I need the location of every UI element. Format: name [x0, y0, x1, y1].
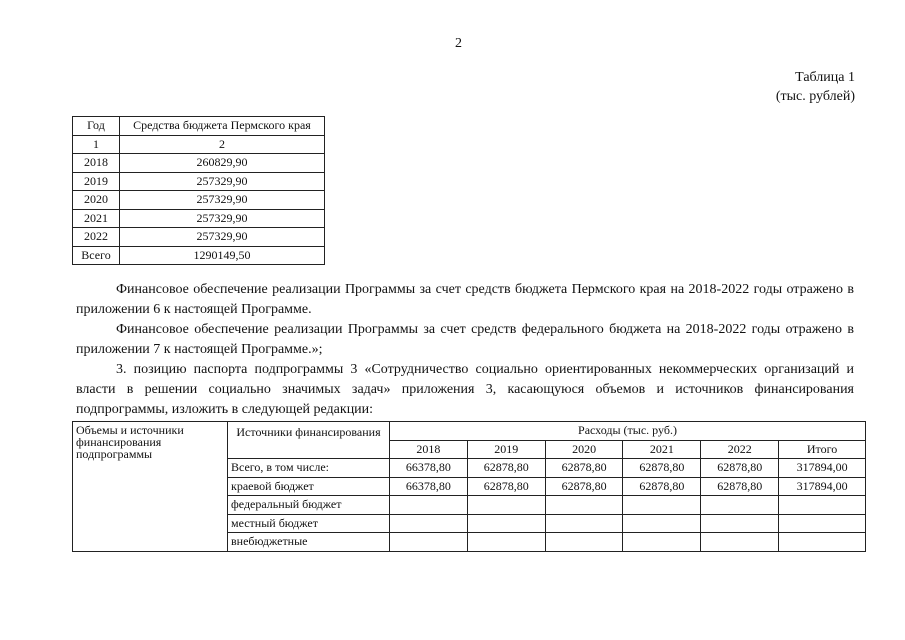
year-cell: 2022	[73, 228, 120, 247]
table1-caption	[776, 68, 855, 106]
value-cell: 66378,80	[390, 477, 468, 496]
value-cell	[390, 514, 468, 533]
financing-volume-label: Объемы и источники финансирования подпрограммы	[73, 422, 228, 552]
value-cell	[701, 496, 779, 515]
subprogram-financing-table	[72, 421, 866, 552]
value-cell	[545, 533, 623, 552]
amount-cell: 257329,90	[120, 191, 325, 210]
year-header: 2018	[390, 440, 468, 459]
value-cell: 66378,80	[390, 459, 468, 478]
value-cell: 317894,00	[779, 459, 866, 478]
year-header: 2019	[467, 440, 545, 459]
value-cell	[545, 496, 623, 515]
source-label: местный бюджет	[228, 514, 390, 533]
index-cell: 2	[120, 135, 325, 154]
amount-cell: 257329,90	[120, 209, 325, 228]
table-header-row	[73, 117, 325, 136]
value-cell	[701, 533, 779, 552]
value-cell: 62878,80	[623, 477, 701, 496]
value-cell: 62878,80	[701, 459, 779, 478]
source-label: краевой бюджет	[228, 477, 390, 496]
value-cell	[779, 514, 866, 533]
page-number: 2	[455, 36, 462, 51]
table-row	[73, 154, 325, 173]
value-cell	[779, 533, 866, 552]
paragraph-subprogram-3: 3. позицию паспорта подпрограммы 3 «Сотрудничество социально ориентированных некоммерческих организаций и власти в решении социально значимых задач» приложения 3, касающуюся объемов и источников финансирования подпрограммы, изложить в следующей редакции:	[76, 362, 854, 417]
total-amount-cell: 1290149,50	[120, 246, 325, 265]
year-header: 2022	[701, 440, 779, 459]
value-cell: 317894,00	[779, 477, 866, 496]
table1-units: (тыс. рублей)	[775, 89, 855, 104]
paragraph-regional-budget: Финансовое обеспечение реализации Программы за счет средств бюджета Пермского края на 2018-2022 годы отражено в приложении 6 к настоящей Программе.	[76, 282, 854, 317]
index-cell: 1	[73, 135, 120, 154]
amount-cell: 260829,90	[120, 154, 325, 173]
sources-header: Источники финансирования	[228, 422, 390, 459]
budget-by-year-table	[72, 116, 325, 265]
value-cell: 62878,80	[701, 477, 779, 496]
table-row	[73, 209, 325, 228]
year-cell: 2021	[73, 209, 120, 228]
value-cell	[545, 514, 623, 533]
table-total-row	[73, 246, 325, 265]
header-year: Год	[73, 117, 120, 136]
value-cell	[390, 496, 468, 515]
value-cell	[623, 533, 701, 552]
value-cell: 62878,80	[467, 477, 545, 496]
value-cell	[467, 496, 545, 515]
year-header: 2021	[623, 440, 701, 459]
source-label: внебюджетные	[228, 533, 390, 552]
header-budget: Средства бюджета Пермского края	[120, 117, 325, 136]
value-cell	[467, 514, 545, 533]
value-cell	[623, 514, 701, 533]
table1-title: Таблица 1	[795, 70, 855, 85]
year-cell: 2019	[73, 172, 120, 191]
value-cell	[390, 533, 468, 552]
value-cell	[623, 496, 701, 515]
value-cell: 62878,80	[545, 477, 623, 496]
source-label: федеральный бюджет	[228, 496, 390, 515]
year-header: 2020	[545, 440, 623, 459]
value-cell	[467, 533, 545, 552]
table-index-row	[73, 135, 325, 154]
source-label: Всего, в том числе:	[228, 459, 390, 478]
value-cell: 62878,80	[467, 459, 545, 478]
table-header-row	[73, 422, 866, 441]
table-row	[73, 172, 325, 191]
total-label-cell: Всего	[73, 246, 120, 265]
year-cell: 2018	[73, 154, 120, 173]
year-cell: 2020	[73, 191, 120, 210]
value-cell: 62878,80	[623, 459, 701, 478]
expenses-header: Расходы (тыс. руб.)	[390, 422, 866, 441]
table-row	[73, 191, 325, 210]
table-row	[73, 228, 325, 247]
amount-cell: 257329,90	[120, 172, 325, 191]
paragraph-federal-budget: Финансовое обеспечение реализации Программы за счет средств федерального бюджета на 2018-2022 годы отражено в приложении 7 к настоящей Программе.»;	[76, 322, 854, 357]
value-cell	[701, 514, 779, 533]
amount-cell: 257329,90	[120, 228, 325, 247]
value-cell	[779, 496, 866, 515]
value-cell: 62878,80	[545, 459, 623, 478]
total-header: Итого	[779, 440, 866, 459]
